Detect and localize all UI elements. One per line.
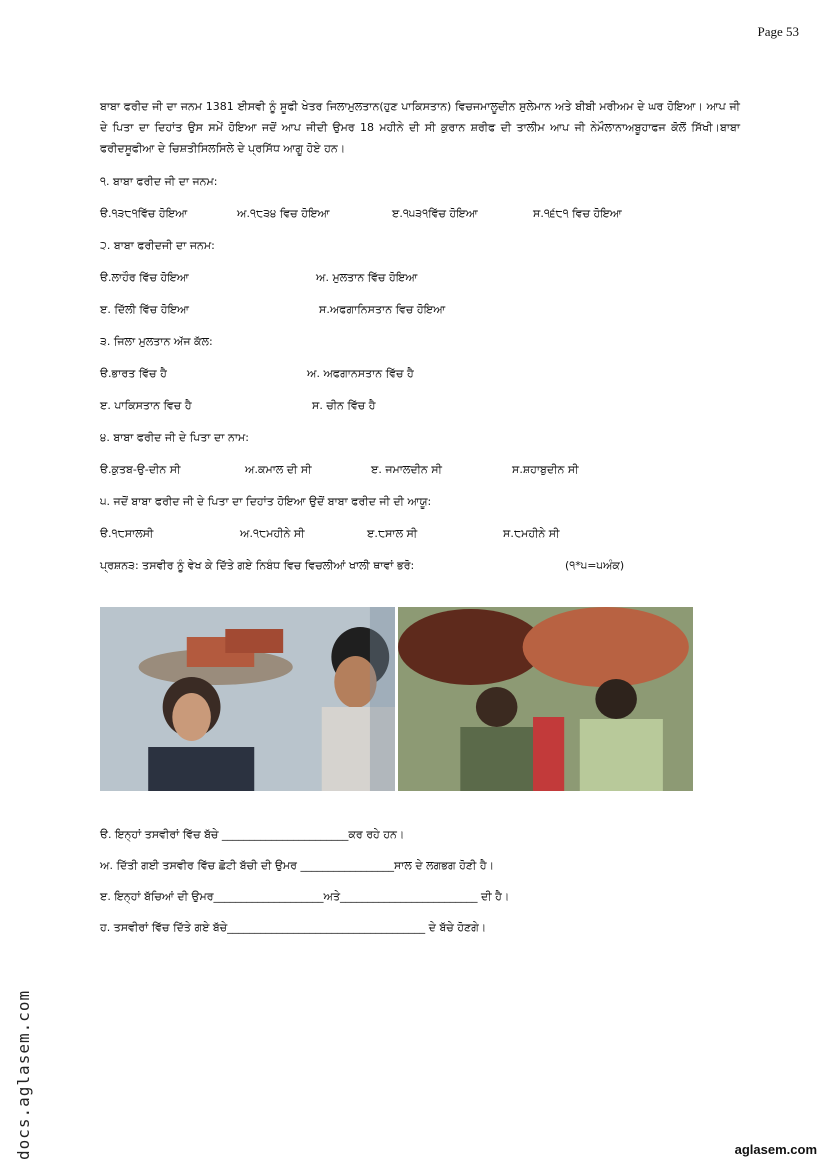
page-number: Page 53 (757, 24, 799, 39)
blank-line-1: ੳ. ਇਨ੍ਹਾਂ ਤਸਵੀਰਾਂ ਵਿੱਚ ਬੱਚੇ _______________________ਕਰ ਰਹੇ ਹਨ। (100, 828, 405, 841)
brand-footer: aglasem.com (734, 1142, 817, 1157)
question-3-options-row2 (100, 399, 740, 413)
option-c: ੲ.੧੫੩੧ਵਿੱਚ ਹੋਇਆ (392, 207, 478, 220)
question-2: ੨. ਬਾਬਾ ਫਰੀਦਜੀ ਦਾ ਜਨਮ: (100, 239, 215, 252)
prashan-3 (100, 559, 740, 573)
child-labour-photos (100, 607, 693, 791)
option-a: ੳ.੧੮ਸਾਲਸੀ (100, 527, 154, 540)
question-4: ੪. ਬਾਬਾ ਫਰੀਦ ਜੀ ਦੇ ਪਿਤਾ ਦਾ ਨਾਮ: (100, 431, 249, 444)
question-content (100, 96, 740, 591)
photo-girl-carrying-bricks (100, 607, 395, 791)
question-5-options (100, 527, 740, 541)
option-a: ੳ.ਲਾਹੌਰ ਵਿੱਚ ਹੋਇਆ (100, 271, 189, 284)
option-a: ੳ.ਭਾਰਤ ਵਿੱਚ ਹੈ (100, 367, 167, 380)
side-watermark: docs.aglasem.com (14, 989, 33, 1160)
question-4-options (100, 463, 740, 477)
fill-in-the-blanks (100, 828, 509, 952)
option-b: ਅ.੧੮੩੪ ਵਿਚ ਹੋਇਆ (237, 207, 330, 220)
question-3-options-row1 (100, 367, 740, 381)
option-d: ਸ.੮ਮਹੀਨੇ ਸੀ (503, 527, 560, 540)
option-d: ਸ.ਅਫਗਾਨਿਸਤਾਨ ਵਿਚ ਹੋਇਆ (319, 303, 446, 316)
blank-line-3: ੲ. ਇਨ੍ਹਾਂ ਬੱਚਿਆਂ ਦੀ ਉਮਰ____________________ਅਤੇ_________________________ ਦੀ ਹੈ। (100, 890, 510, 903)
question-5: ੫. ਜਦੋਂ ਬਾਬਾ ਫਰੀਦ ਜੀ ਦੇ ਪਿਤਾ ਦਾ ਦਿਹਾਂਤ ਹੋਇਆ ਉਦੋਂ ਬਾਬਾ ਫਰੀਦ ਜੀ ਦੀ ਆਯੂ: (100, 495, 432, 508)
option-c: ੲ.੮ਸਾਲ ਸੀ (367, 527, 418, 540)
question-1-options (100, 207, 740, 221)
option-c: ੲ. ਜਮਾਲਦੀਨ ਸੀ (371, 463, 442, 476)
option-d: ਸ.ਸ਼ਹਾਬੁਦੀਨ ਸੀ (512, 463, 579, 476)
question-2-options-row1 (100, 271, 740, 285)
photo-boys-carrying-sacks (398, 607, 693, 791)
option-d: ਸ.੧੬੮੧ ਵਿਚ ਹੋਇਆ (533, 207, 622, 220)
option-a: ੳ.ਕੁਤਬ-ਉ-ਦੀਨ ਸੀ (100, 463, 181, 476)
prashan-3-instruction: ਪ੍ਰਸ਼ਨ੩: ਤਸਵੀਰ ਨੂੰ ਵੇਖ ਕੇ ਦਿੱਤੇ ਗਏ ਨਿਬੰਧ ਵਿਚ ਵਿਚਲੀਆਂ ਖਾਲੀ ਥਾਵਾਂ ਭਰੋ: (100, 559, 415, 572)
option-d: ਸ. ਚੀਨ ਵਿੱਚ ਹੈ (312, 399, 376, 412)
prashan-3-marks: (੧*੫=੫ਅੰਕ) (565, 559, 625, 572)
option-b: ਅ.੧੮ਮਹੀਨੇ ਸੀ (240, 527, 305, 540)
option-b: ਅ. ਮੁਲਤਾਨ ਵਿੱਚ ਹੋਇਆ (316, 271, 418, 284)
question-3: ੩. ਜਿਲਾ ਮੁਲਤਾਨ ਅੱਜ ਕੱਲ: (100, 335, 213, 348)
intro-paragraph: ਬਾਬਾ ਫਰੀਦ ਜੀ ਦਾ ਜਨਮ 1381 ਈਸਵੀ ਨੂੰ ਸੂਫੀ ਖੇਤਰ ਜਿਲਾਮੁਲਤਾਨ(ਹੁਣ ਪਾਕਿਸਤਾਨ) ਵਿਚਜਮਾਲੂਦੀਨ ਸੁਲੇਮਾਨ ਅਤੇ ਬੀਬੀ ਮਰੀਅਮ ਦੇ ਘਰ ਹੋਇਆ। ਆਪ ਜੀ ਦੇ ਪਿਤਾ ਦਾ ਦਿਹਾਂਤ ਉਸ ਸਮੇਂ ਹੋਇਆ ਜਦੋਂ ਆਪ ਜੀਦੀ ਉਮਰ 18 ਮਹੀਨੇ ਦੀ ਸੀ ਕੁਰਾਨ ਸ਼ਰੀਫ ਦੀ ਤਾਲੀਮ ਆਪ ਜੀ ਨੇਮੌਲਾਨਾਅਬੂਹਾਫਜ ਕੋਲੋਂ ਸਿੱਖੀ।ਬਾਬਾ ਫਰੀਦਸੂਫੀਆ ਦੇ ਚਿਸ਼ਤੀਸਿਲਸਿਲੇ ਦੇ ਪ੍ਰਸਿੱਧ ਆਗੂ ਹੋਏ ਹਨ। (100, 100, 740, 155)
option-a: ੳ.੧੩੮੧ਵਿੱਚ ਹੋਇਆ (100, 207, 188, 220)
blank-line-4: ਹ. ਤਸਵੀਰਾਂ ਵਿੱਚ ਦਿੱਤੇ ਗਏ ਬੱਚੇ____________________________________ ਦੇ ਬੱਚੇ ਹੋਣਗੇ। (100, 921, 487, 934)
option-c: ੲ. ਪਾਕਿਸਤਾਨ ਵਿਚ ਹੈ (100, 399, 192, 412)
question-1: ੧. ਬਾਬਾ ਫਰੀਦ ਜੀ ਦਾ ਜਨਮ: (100, 175, 218, 188)
option-b: ਅ. ਅਫਗਾਨਸਤਾਨ ਵਿੱਚ ਹੈ (307, 367, 414, 380)
question-2-options-row2 (100, 303, 740, 317)
blank-line-2: ਅ. ਦਿੱਤੀ ਗਈ ਤਸਵੀਰ ਵਿੱਚ ਛੋਟੀ ਬੱਚੀ ਦੀ ਉਮਰ _________________ਸਾਲ ਦੇ ਲਗਭਗ ਹੋਣੀ ਹੈ। (100, 859, 495, 872)
option-b: ਅ.ਕਮਾਲ ਦੀ ਸੀ (245, 463, 312, 476)
option-c: ੲ. ਦਿੱਲੀ ਵਿੱਚ ਹੋਇਆ (100, 303, 190, 316)
